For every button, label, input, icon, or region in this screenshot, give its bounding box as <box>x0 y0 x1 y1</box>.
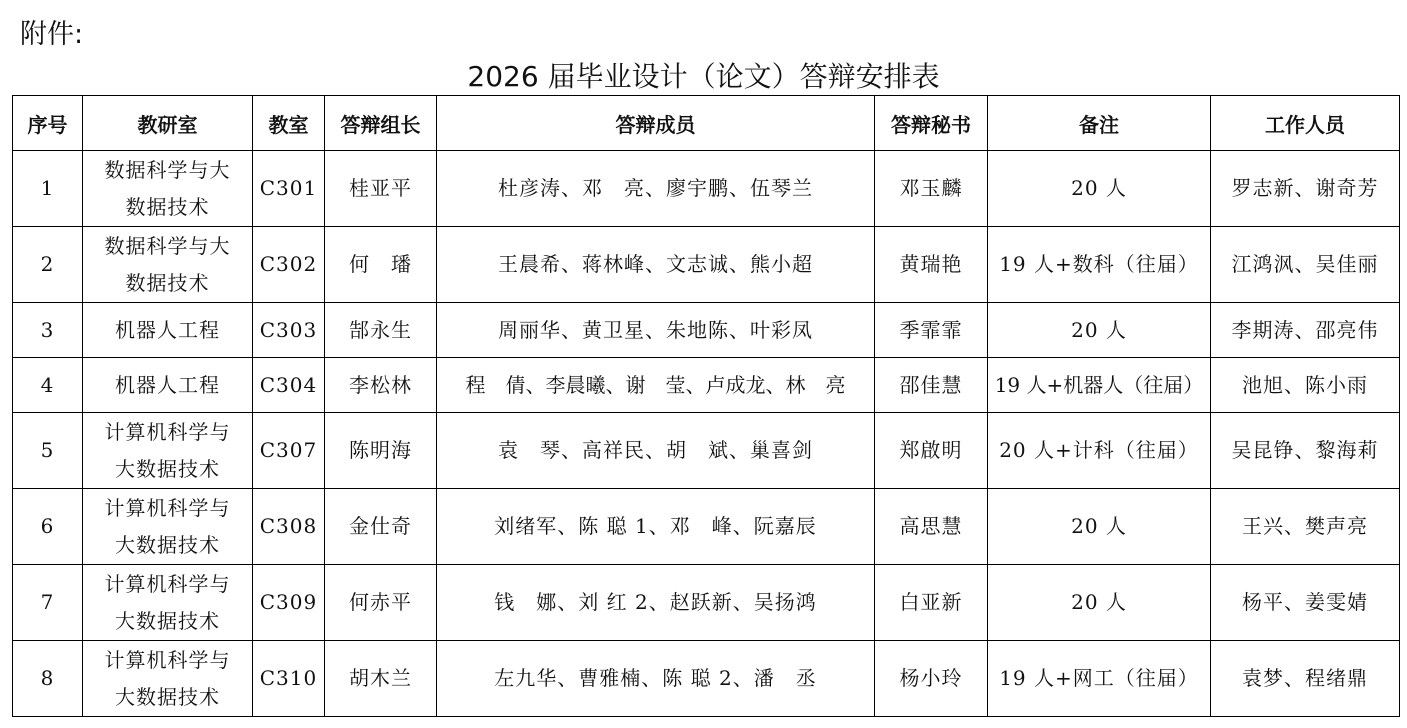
cell-members: 王晨希、蒋林峰、文志诚、熊小超 <box>437 227 875 303</box>
cell-secretary: 季霏霏 <box>875 303 988 358</box>
cell-secretary: 郑啟明 <box>875 413 988 489</box>
cell-room: C307 <box>253 413 325 489</box>
cell-secretary: 白亚新 <box>875 565 988 641</box>
table-row <box>13 641 1400 717</box>
dept-text: 机器人工程 <box>115 317 220 342</box>
cell-no: 4 <box>13 358 83 413</box>
cell-leader: 何 璠 <box>325 227 437 303</box>
cell-members: 周丽华、黄卫星、朱地陈、叶彩凤 <box>437 303 875 358</box>
cell-dept <box>83 151 253 227</box>
dept-text: 机器人工程 <box>115 372 220 397</box>
dept-text: 数据科学与大数据技术 <box>104 233 231 295</box>
cell-members: 杜彦涛、邓 亮、廖宇鹏、伍琴兰 <box>437 151 875 227</box>
cell-staff: 李期涛、邵亮伟 <box>1211 303 1400 358</box>
cell-staff: 江鸿沨、吴佳丽 <box>1211 227 1400 303</box>
header-room: 教室 <box>253 96 325 151</box>
header-no: 序号 <box>13 96 83 151</box>
cell-leader: 何赤平 <box>325 565 437 641</box>
cell-leader: 郜永生 <box>325 303 437 358</box>
cell-note: 19 人+数科（往届） <box>988 227 1211 303</box>
cell-staff: 袁梦、程绪鼎 <box>1211 641 1400 717</box>
cell-dept <box>83 641 253 717</box>
header-staff: 工作人员 <box>1211 96 1400 151</box>
cell-staff: 杨平、姜雯婧 <box>1211 565 1400 641</box>
cell-staff: 吴昆铮、黎海莉 <box>1211 413 1400 489</box>
cell-no: 7 <box>13 565 83 641</box>
cell-note: 20 人 <box>988 303 1211 358</box>
dept-text: 计算机科学与大数据技术 <box>104 419 231 481</box>
cell-staff: 王兴、樊声亮 <box>1211 489 1400 565</box>
dept-text: 计算机科学与大数据技术 <box>104 571 231 633</box>
cell-leader: 桂亚平 <box>325 151 437 227</box>
table-row <box>13 303 1400 358</box>
header-dept: 教研室 <box>83 96 253 151</box>
dept-text: 数据科学与大数据技术 <box>104 157 231 219</box>
header-row <box>13 96 1400 151</box>
cell-members: 袁 琴、高祥民、胡 斌、巢喜剑 <box>437 413 875 489</box>
cell-no: 8 <box>13 641 83 717</box>
cell-dept <box>83 303 253 358</box>
cell-room: C310 <box>253 641 325 717</box>
cell-note: 19 人+网工（往届） <box>988 641 1211 717</box>
cell-room: C304 <box>253 358 325 413</box>
dept-text: 计算机科学与大数据技术 <box>104 495 231 557</box>
cell-room: C301 <box>253 151 325 227</box>
table-row <box>13 565 1400 641</box>
cell-no: 1 <box>13 151 83 227</box>
cell-room: C308 <box>253 489 325 565</box>
cell-note: 20 人 <box>988 489 1211 565</box>
header-secretary: 答辩秘书 <box>875 96 988 151</box>
cell-leader: 胡木兰 <box>325 641 437 717</box>
cell-secretary: 高思慧 <box>875 489 988 565</box>
cell-members: 左九华、曹雅楠、陈 聪 2、潘 丞 <box>437 641 875 717</box>
cell-dept <box>83 489 253 565</box>
cell-note: 19 人+机器人（往届） <box>988 358 1211 413</box>
cell-staff: 池旭、陈小雨 <box>1211 358 1400 413</box>
dept-text: 计算机科学与大数据技术 <box>104 647 231 709</box>
cell-members: 刘绪军、陈 聪 1、邓 峰、阮嘉辰 <box>437 489 875 565</box>
table-row <box>13 358 1400 413</box>
cell-dept <box>83 358 253 413</box>
header-leader: 答辩组长 <box>325 96 437 151</box>
cell-dept <box>83 227 253 303</box>
defense-schedule-table <box>12 95 1400 717</box>
cell-room: C302 <box>253 227 325 303</box>
header-note: 备注 <box>988 96 1211 151</box>
cell-secretary: 邓玉麟 <box>875 151 988 227</box>
cell-no: 5 <box>13 413 83 489</box>
header-members: 答辩成员 <box>437 96 875 151</box>
attachment-label: 附件: <box>20 19 84 50</box>
cell-note: 20 人 <box>988 565 1211 641</box>
cell-dept <box>83 413 253 489</box>
table-row <box>13 413 1400 489</box>
cell-members: 钱 娜、刘 红 2、赵跃新、吴扬鸿 <box>437 565 875 641</box>
cell-note: 20 人 <box>988 151 1211 227</box>
cell-note: 20 人+计科（往届） <box>988 413 1211 489</box>
cell-room: C309 <box>253 565 325 641</box>
cell-leader: 金仕奇 <box>325 489 437 565</box>
table-row <box>13 227 1400 303</box>
table-row <box>13 151 1400 227</box>
cell-no: 3 <box>13 303 83 358</box>
cell-no: 6 <box>13 489 83 565</box>
cell-leader: 陈明海 <box>325 413 437 489</box>
cell-secretary: 黄瑞艳 <box>875 227 988 303</box>
cell-no: 2 <box>13 227 83 303</box>
cell-room: C303 <box>253 303 325 358</box>
cell-dept <box>83 565 253 641</box>
cell-secretary: 杨小玲 <box>875 641 988 717</box>
page-title: 2026 届毕业设计（论文）答辩安排表 <box>467 60 940 93</box>
table-row <box>13 489 1400 565</box>
cell-staff: 罗志新、谢奇芳 <box>1211 151 1400 227</box>
cell-members: 程 倩、李晨曦、谢 莹、卢成龙、林 亮 <box>437 358 875 413</box>
cell-secretary: 邵佳慧 <box>875 358 988 413</box>
cell-leader: 李松林 <box>325 358 437 413</box>
